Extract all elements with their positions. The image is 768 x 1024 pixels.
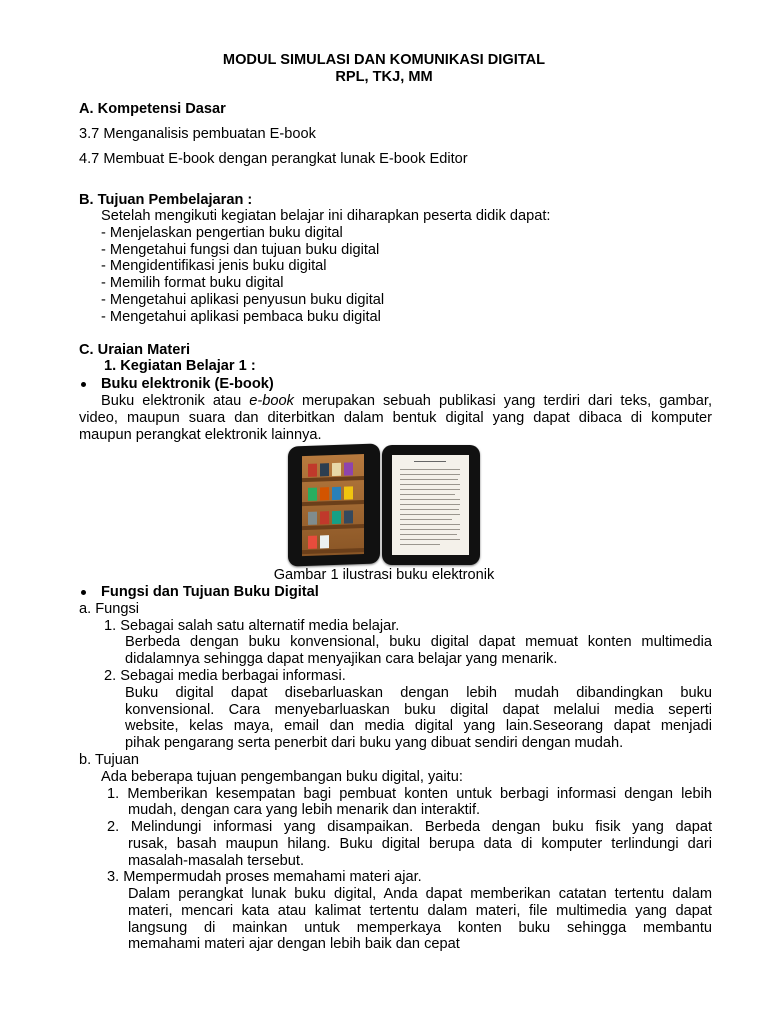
ebook-term: e-book <box>249 393 294 409</box>
tablet-bookshelf-image <box>288 443 380 566</box>
tujuan-item-3: 3. Mempermudah proses memahami materi ajar. <box>107 869 422 885</box>
fungsi-item-2-title: 2. Sebagai media berbagai informasi. <box>104 668 346 684</box>
objectives-intro: Setelah mengikuti kegiatan belajar ini diharapkan peserta didik dapat: <box>101 208 551 224</box>
document-title: MODUL SIMULASI DAN KOMUNIKASI DIGITAL <box>222 52 546 68</box>
tujuan-item-3-text: materi, mencari kata atau kalimat tertentu dalam materi, file multimedia yang dapat <box>128 903 712 919</box>
section-a-heading: A. Kompetensi Dasar <box>79 101 226 117</box>
tujuan-item-2-text: masalah-masalah tersebut. <box>128 853 305 869</box>
tujuan-item-2-text: rusak, basah maupun hilang. Buku digital berupa data di komputer terlindungi dari <box>128 836 712 852</box>
fungsi-item-1-text: didalamnya sehingga dapat menyajikan cara belajar yang menarik. <box>125 651 558 667</box>
objective-item: - Mengetahui aplikasi penyusun buku digital <box>101 292 385 308</box>
fungsi-item-2-text: Buku digital dapat disebarluaskan dengan lebih mudah dibandingkan buku <box>125 685 712 701</box>
ebook-page-screen <box>392 455 469 555</box>
fungsi-label: a. Fungsi <box>79 601 140 617</box>
tujuan-intro: Ada beberapa tujuan pengembangan buku digital, yaitu: <box>101 769 463 785</box>
objective-item: - Mengetahui fungsi dan tujuan buku digital <box>101 242 380 258</box>
tujuan-label: b. Tujuan <box>79 752 140 768</box>
ebook-paragraph-line: video, maupun suara dan diterbitkan dalam bentuk digital yang dapat dibaca di komputer <box>79 410 712 426</box>
section-b-heading: B. Tujuan Pembelajaran : <box>79 192 253 208</box>
ebook-heading: Buku elektronik (E-book) <box>101 376 274 392</box>
kegiatan-belajar-heading: 1. Kegiatan Belajar 1 : <box>104 358 256 374</box>
ebook-illustration <box>286 444 482 567</box>
fungsi-item-2-text: konvensional. Cara menyebarluaskan buku digital dapat melalui media seperti <box>125 702 712 718</box>
fungsi-item-2-text: website, kelas maya, email dan media digital yang lain.Seseorang dapat menjadi <box>125 718 712 734</box>
fungsi-item-1-title: 1. Sebagai salah satu alternatif media belajar. <box>104 618 400 634</box>
bullet-icon <box>81 590 86 595</box>
section-c-heading: C. Uraian Materi <box>79 342 191 358</box>
fungsi-tujuan-heading: Fungsi dan Tujuan Buku Digital <box>101 584 319 600</box>
bullet-icon <box>81 382 86 387</box>
tujuan-item-3-text: langsung di mainkan untuk memperkaya konten buku sehingga membantu <box>128 920 712 936</box>
figure-caption: Gambar 1 ilustrasi buku elektronik <box>273 567 495 583</box>
ebook-paragraph-line: Buku elektronik atau e-book merupakan sebuah publikasi yang terdiri dari teks, gambar, <box>101 393 712 409</box>
objective-item: - Mengetahui aplikasi pembaca buku digital <box>101 309 381 325</box>
tablet-reading-image <box>382 445 480 565</box>
tujuan-item-1: 1. Memberikan kesempatan bagi pembuat konten untuk berbagi informasi dengan lebih <box>107 786 712 802</box>
objective-item: - Mengidentifikasi jenis buku digital <box>101 258 327 274</box>
fungsi-item-2-text: pihak pengarang serta penerbit dari buku yang dibuat sendiri dengan mudah. <box>125 735 624 751</box>
tujuan-item-1-text: mudah, dengan cara yang lebih menarik dan interaktif. <box>128 802 481 818</box>
tujuan-item-3-text: memahami materi ajar dengan lebih baik dan cepat <box>128 936 460 952</box>
kd-4-7: 4.7 Membuat E-book dengan perangkat lunak E-book Editor <box>79 151 468 167</box>
objective-item: - Memilih format buku digital <box>101 275 284 291</box>
kd-3-7: 3.7 Menganalisis pembuatan E-book <box>79 126 316 142</box>
tujuan-item-2: 2. Melindungi informasi yang disampaikan. Berbeda dengan buku fisik yang dapat <box>107 819 712 835</box>
objective-item: - Menjelaskan pengertian buku digital <box>101 225 343 241</box>
document-subtitle: RPL, TKJ, MM <box>335 69 433 85</box>
fungsi-item-1-text: Berbeda dengan buku konvensional, buku digital dapat memuat konten multimedia <box>125 634 712 650</box>
tujuan-item-3-text: Dalam perangkat lunak buku digital, Anda dapat memberikan catatan tertentu dalam <box>128 886 712 902</box>
ebook-paragraph-line: maupun perangkat elektronik lainnya. <box>79 427 322 443</box>
bookshelf-screen <box>302 454 364 556</box>
